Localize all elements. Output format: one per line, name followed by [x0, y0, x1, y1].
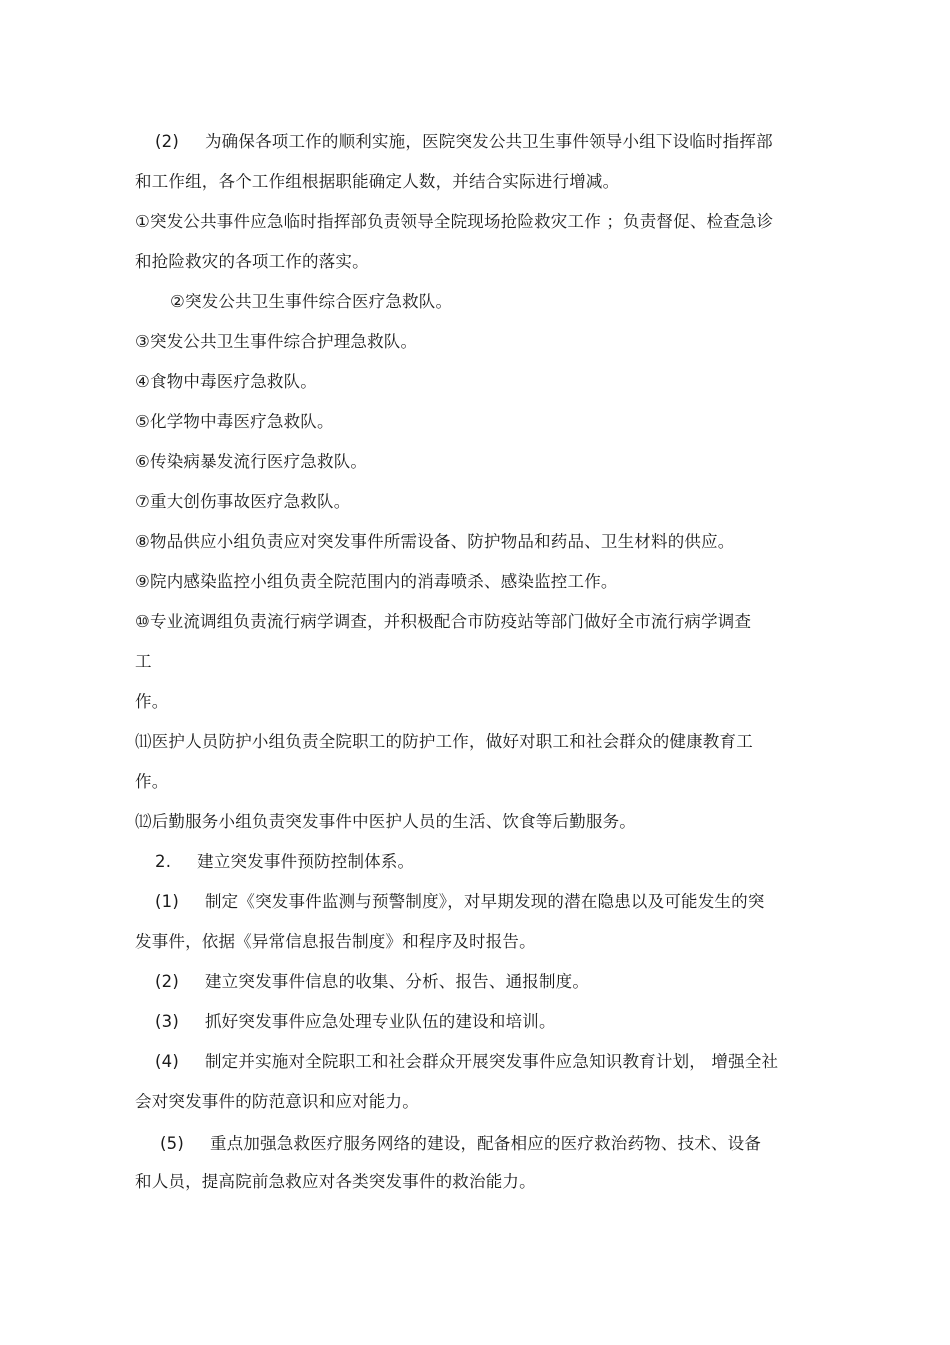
paragraph-line — [135, 691, 168, 713]
line-text: 和工作组，各个工作组根据职能确定人数，并结合实际进行增减。 — [135, 172, 620, 191]
paragraph-line — [135, 611, 751, 633]
item-number: (5) — [160, 1134, 184, 1153]
item-number: (1) — [155, 892, 179, 911]
paragraph-line — [170, 291, 452, 313]
paragraph-line — [135, 331, 417, 353]
line-text: 和抢险救灾的各项工作的落实。 — [135, 252, 369, 271]
paragraph-line — [135, 931, 536, 953]
paragraph-line — [135, 571, 618, 593]
paragraph-line — [155, 971, 589, 993]
paragraph-line — [135, 491, 350, 513]
line-text: ⑨院内感染监控小组负责全院范围内的消毒喷杀、感染监控工作。 — [135, 572, 618, 591]
line-text: 工 — [135, 652, 152, 671]
paragraph-line — [155, 1011, 556, 1033]
line-text: ⑤化学物中毒医疗急救队。 — [135, 412, 334, 431]
item-number: (3) — [155, 1012, 179, 1031]
paragraph-line — [135, 651, 152, 673]
paragraph-line — [135, 211, 773, 233]
line-text: ⑦重大创伤事故医疗急救队。 — [135, 492, 351, 511]
line-text: ⑾医护人员防护小组负责全院职工的防护工作，做好对职工和社会群众的健康教育工 — [135, 732, 753, 751]
paragraph-line — [155, 1051, 778, 1073]
line-text: ①突发公共事件应急临时指挥部负责领导全院现场抢险救灾工作 ；负责督促、检查急诊 — [135, 212, 774, 231]
line-text: 作。 — [135, 772, 169, 791]
paragraph-line — [160, 1133, 761, 1155]
line-text: 重点加强急救医疗服务网络的建设，配备相应的医疗救治药物、技术、设备 — [209, 1134, 762, 1153]
line-text: 作。 — [135, 692, 169, 711]
line-text: ⑿后勤服务小组负责突发事件中医护人员的生活、饮食等后勤服务。 — [135, 812, 636, 831]
line-text: ②突发公共卫生事件综合医疗急救队。 — [170, 292, 453, 311]
section-heading — [155, 851, 414, 873]
line-text: ⑩专业流调组负责流行病学调查，并积极配合市防疫站等部门做好全市流行病学调查 — [135, 612, 752, 631]
line-text: 发事件，依据《异常信息报告制度》和程序及时报告。 — [135, 932, 536, 951]
line-text: 建立突发事件信息的收集、分析、报告、通报制度。 — [204, 972, 590, 991]
paragraph-line — [135, 531, 735, 553]
paragraph-line — [135, 731, 753, 753]
item-number: (2) — [155, 972, 179, 991]
paragraph-line — [135, 371, 317, 393]
paragraph-line — [155, 131, 773, 153]
paragraph-line — [135, 771, 168, 793]
line-text: ⑧物品供应小组负责应对突发事件所需设备、防护物品和药品、卫生材料的供应。 — [135, 532, 735, 551]
item-number: (2) — [155, 132, 179, 151]
paragraph-line — [155, 891, 765, 913]
paragraph-line — [135, 1091, 419, 1113]
line-text: 抓好突发事件应急处理专业队伍的建设和培训。 — [204, 1012, 556, 1031]
line-text: 和人员，提高院前急救应对各类突发事件的救治能力。 — [135, 1172, 536, 1191]
line-text: ④食物中毒医疗急救队。 — [135, 372, 317, 391]
item-number: (4) — [155, 1052, 179, 1071]
paragraph-line — [135, 451, 367, 473]
line-text: ⑥传染病暴发流行医疗急救队。 — [135, 452, 368, 471]
line-text: 会对突发事件的防范意识和应对能力。 — [135, 1092, 419, 1111]
paragraph-line — [135, 411, 334, 433]
paragraph-line — [135, 811, 636, 833]
line-text: 制定并实施对全院职工和社会群众开展突发事件应急知识教育计划， 增强全社 — [204, 1052, 779, 1071]
paragraph-line — [135, 171, 619, 193]
line-text: 制定《突发事件监测与预警制度》，对早期发现的潜在隐患以及可能发生的突 — [204, 892, 765, 911]
paragraph-line — [135, 251, 369, 273]
item-number: 2. — [155, 852, 172, 871]
line-text: 建立突发事件预防控制体系。 — [197, 852, 415, 871]
line-text: ③突发公共卫生事件综合护理急救队。 — [135, 332, 418, 351]
paragraph-line — [135, 1171, 536, 1193]
line-text: 为确保各项工作的顺利实施，医院突发公共卫生事件领导小组下设临时指挥部 — [204, 132, 773, 151]
